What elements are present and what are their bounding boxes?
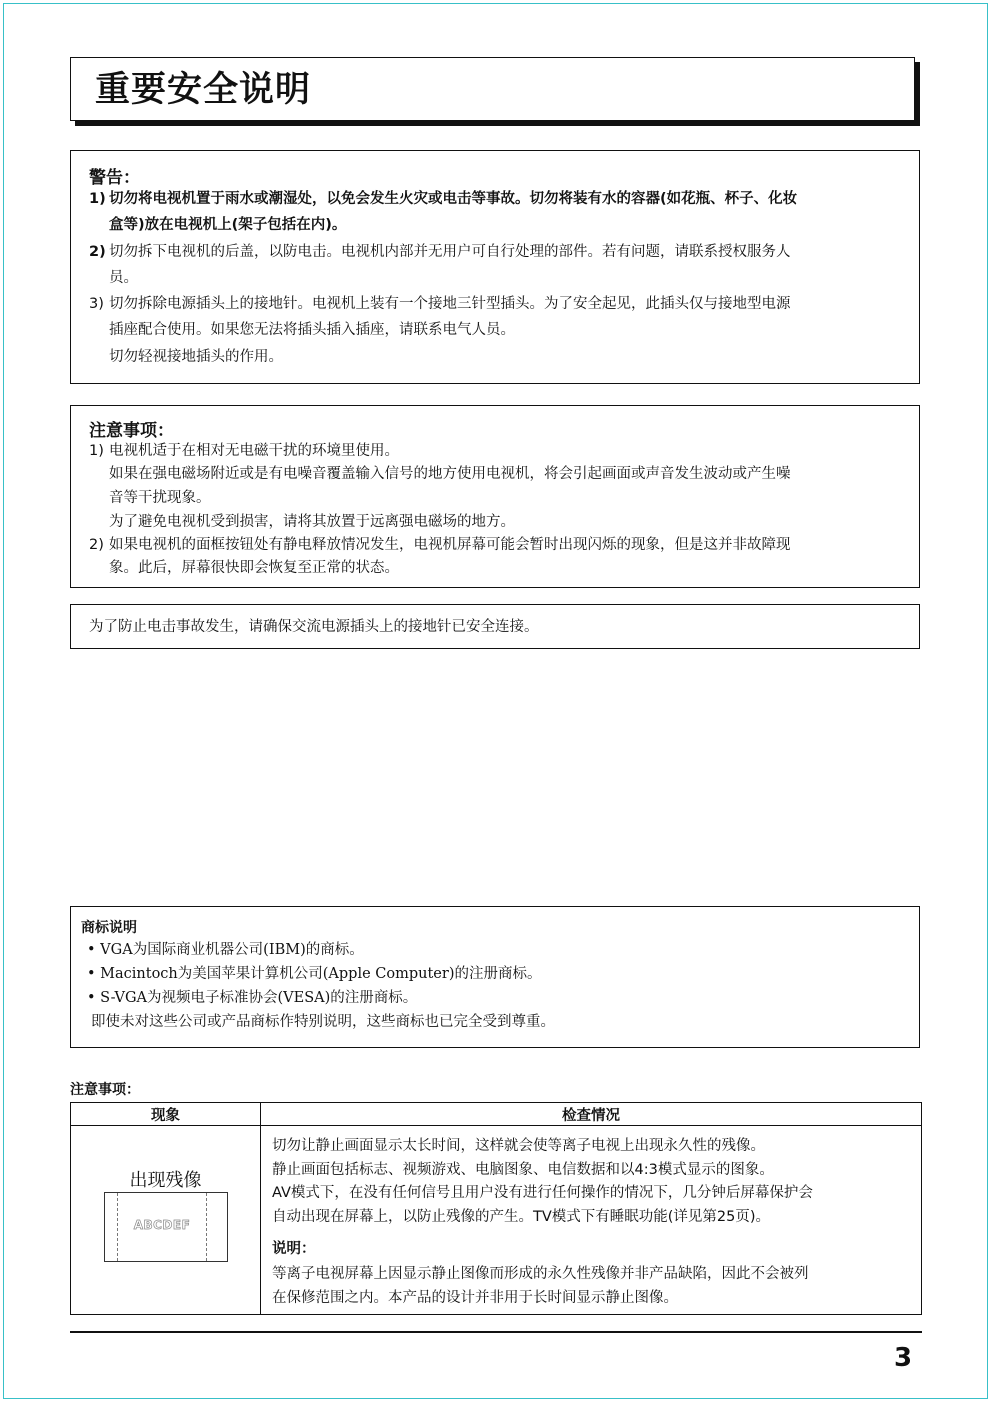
symptom-label: 出现残像: [129, 1170, 202, 1191]
warning-1-line-1: 切勿将电视机置于雨水或潮湿处，以免会发生火灾或电击等事故。切勿将装有水的容器(如花瓶、杯子、化妆: [109, 191, 798, 207]
trademark-bullet-3: • S-VGA为视频电子标准协会(VESA)的注册商标。: [87, 990, 418, 1006]
table-header-row: [71, 1103, 922, 1126]
warning-3-line-3: 切勿轻视接地插头的作用。: [109, 349, 283, 365]
illustration-text: ABCDEF: [133, 1218, 191, 1232]
check-line-4: 自动出现在屏幕上，以防止残像的产生。TV模式下有睡眠功能(详见第25页)。: [272, 1209, 771, 1225]
check-cell: [261, 1126, 922, 1315]
warning-box: [70, 150, 920, 384]
caution-1-num: 1): [89, 443, 104, 459]
note-line-1: 等离子电视屏幕上因显示静止图像而形成的永久性残像并非产品缺陷，因此不会被列: [272, 1266, 809, 1282]
warning-1-line-2: 盒等)放在电视机上(架子包括在内)。: [109, 217, 347, 233]
caution-1-line-2: 如果在强电磁场附近或是有电噪音覆盖输入信号的地方使用电视机，将会引起画面或声音发生波动或产生噪: [109, 466, 791, 482]
warning-2-line-2: 员。: [109, 270, 138, 286]
trademark-bullet-2: • Macintoch为美国苹果计算机公司(Apple Computer)的注册商标。: [87, 966, 542, 982]
warning-1-num: 1): [89, 191, 106, 207]
check-line-1: 切勿让静止画面显示太长时间，这样就会使等离子电视上出现永久性的残像。: [272, 1138, 765, 1154]
trademark-box: [70, 906, 920, 1048]
screen-illustration: [104, 1192, 228, 1262]
caution-box: [70, 405, 920, 588]
note-heading: 说明：: [272, 1241, 316, 1257]
caution-2-line-2: 象。此后，屏幕很快即会恢复至正常的状态。: [109, 560, 399, 576]
warning-2-num: 2): [89, 244, 106, 260]
caution-2-line-1: 如果电视机的面框按钮处有静电释放情况发生，电视机屏幕可能会暂时出现闪烁的现象，但是这并非故障现: [109, 537, 791, 553]
table-title: 注意事项：: [70, 1082, 140, 1098]
warning-3-line-2: 插座配合使用。如果您无法将插头插入插座，请联系电气人员。: [109, 322, 515, 338]
warning-3-line-1: 切勿拆除电源插头上的接地针。电视机上装有一个接地三针型插头。为了安全起见，此插头仅与接地型电源: [109, 296, 791, 312]
symptom-table: [70, 1102, 922, 1315]
trademark-footer: 即使未对这些公司或产品商标作特别说明，这些商标也已完全受到尊重。: [91, 1014, 555, 1030]
symptom-cell: [71, 1126, 261, 1315]
trademark-bullet-1: • VGA为国际商业机器公司(IBM)的商标。: [87, 942, 364, 958]
caution-1-line-4: 为了避免电视机受到损害，请将其放置于远离强电磁场的地方。: [109, 514, 515, 530]
header-check: 检查情况: [261, 1103, 922, 1126]
bottom-rule: [70, 1331, 922, 1333]
caution-1-line-3: 音等干扰现象。: [109, 490, 211, 506]
check-line-3: AV模式下，在没有任何信号且用户没有进行任何操作的情况下，几分钟后屏幕保护会: [272, 1185, 813, 1201]
warning-3-num: 3): [89, 296, 104, 312]
caution-1-line-1: 电视机适于在相对无电磁干扰的环境里使用。: [109, 443, 399, 459]
ground-note-box: [70, 604, 920, 649]
illustration-safe-area: [117, 1193, 207, 1261]
trademark-heading: 商标说明: [81, 920, 137, 936]
title-box: [70, 57, 915, 121]
warning-heading: 警告：: [89, 168, 140, 188]
table-row: [71, 1126, 922, 1315]
caution-heading: 注意事项：: [89, 421, 174, 441]
caution-2-num: 2): [89, 537, 104, 553]
page-title: 重要安全说明: [95, 70, 312, 110]
check-line-2: 静止画面包括标志、视频游戏、电脑图象、电信数据和以4:3模式显示的图象。: [272, 1162, 774, 1178]
ground-note-text: 为了防止电击事故发生，请确保交流电源插头上的接地针已安全连接。: [89, 619, 539, 635]
note-line-2: 在保修范围之内。本产品的设计并非用于长时间显示静止图像。: [272, 1290, 678, 1306]
page-number: 3: [894, 1343, 913, 1373]
warning-2-line-1: 切勿拆下电视机的后盖，以防电击。电视机内部并无用户可自行处理的部件。若有问题，请联系授权服务人: [109, 244, 791, 260]
header-symptom: 现象: [71, 1103, 261, 1126]
